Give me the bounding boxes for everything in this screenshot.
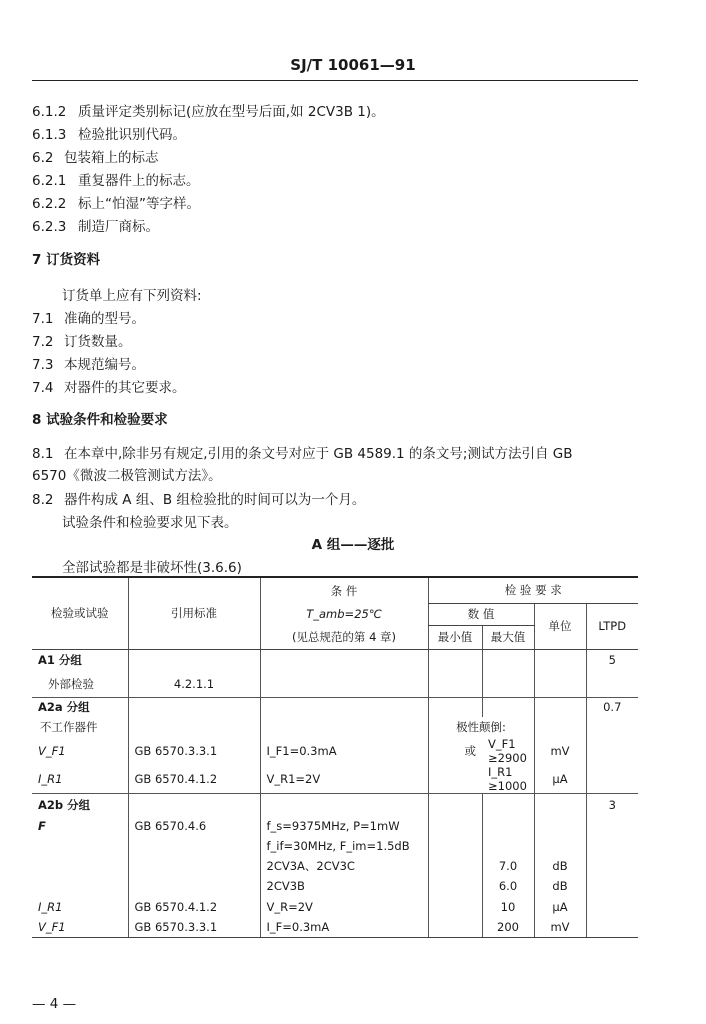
item-number: 8.2 bbox=[32, 492, 54, 508]
item-number: 6.2.3 bbox=[32, 219, 67, 235]
item-text: 包装箱上的标志 bbox=[64, 150, 159, 166]
a2a-subgroup: 不工作器件 bbox=[40, 720, 98, 734]
header-req: 检 验 要 求 bbox=[428, 577, 638, 603]
a1-test: 外部检验 bbox=[48, 676, 94, 691]
item-number: 6.2.1 bbox=[32, 173, 67, 189]
header-min: 最小值 bbox=[428, 625, 482, 649]
item-text: 订货数量。 bbox=[64, 334, 132, 350]
a2b-unit-f-ac: dB bbox=[534, 856, 586, 876]
a2b-ltpd: 3 bbox=[586, 794, 638, 816]
header-max: 最大值 bbox=[482, 625, 534, 649]
a2b-symbol-vf: V_F1 bbox=[32, 918, 128, 938]
header-cond-temp: T_amb=25℃ bbox=[260, 603, 428, 625]
a2a-ref-vf: GB 6570.3.3.1 bbox=[128, 737, 260, 765]
item-6-2-1 bbox=[32, 169, 200, 189]
a2b-cond-f-b: 2CV3B bbox=[260, 876, 428, 896]
a1-ref: 4.2.1.1 bbox=[128, 671, 260, 697]
item-number: 7.1 bbox=[32, 311, 54, 327]
item-number: 6.2 bbox=[32, 150, 54, 166]
a2b-cond-vf: I_F=0.3mA bbox=[260, 918, 428, 938]
a2b-ref-ir: GB 6570.4.1.2 bbox=[128, 896, 260, 918]
a2a-unit-vf: mV bbox=[534, 737, 586, 765]
paragraph-text: 在本章中,除非另有规定,引用的条文号对应于 GB 4589.1 的条文号;测试方法引自 GB bbox=[64, 446, 573, 462]
item-6-2-2 bbox=[32, 192, 200, 212]
a2b-symbol-ir: I_R1 bbox=[38, 899, 63, 914]
a1-ltpd: 5 bbox=[586, 649, 638, 671]
inspection-table bbox=[32, 576, 638, 938]
item-7-1 bbox=[32, 307, 145, 327]
a2b-symbol-f: F bbox=[38, 818, 46, 833]
a2a-symbol-vf: V_F1 bbox=[38, 744, 66, 758]
a2b-ref-vf: GB 6570.3.3.1 bbox=[128, 918, 260, 938]
a2a-limit-ir: I_R1 ≥1000 bbox=[488, 765, 527, 793]
item-6-1-3 bbox=[32, 123, 186, 143]
a2b-unit-f-b: dB bbox=[534, 876, 586, 896]
item-text: 质量评定类别标记(应放在型号后面,如 2CV3B 1)。 bbox=[78, 104, 385, 120]
document-header: SJ/T 10061—91 bbox=[290, 56, 416, 74]
a2b-cond-f1: f_s=9375MHz, P=1mW bbox=[260, 816, 428, 836]
a2a-ltpd: 0.7 bbox=[586, 697, 638, 717]
paragraph-8-2-cont: 试验条件和检验要求见下表。 bbox=[62, 515, 238, 531]
item-6-2-3 bbox=[32, 215, 159, 235]
a2a-symbol-ir: I_R1 bbox=[38, 772, 63, 786]
a2b-group-label: A2b 分组 bbox=[32, 794, 128, 816]
item-text: 检验批识别代码。 bbox=[78, 127, 186, 143]
header-cond-note: (见总规范的第 4 章) bbox=[260, 625, 428, 649]
item-number: 7.2 bbox=[32, 334, 54, 350]
item-number: 6.1.2 bbox=[32, 104, 67, 120]
group-note: 全部试验都是非破坏性(3.6.6) bbox=[62, 560, 242, 576]
item-7-3 bbox=[32, 353, 145, 373]
item-number: 8.1 bbox=[32, 446, 54, 462]
item-number: 7.4 bbox=[32, 380, 54, 396]
paragraph-8-1-cont: 6570《微波二极管测试方法》。 bbox=[32, 468, 222, 484]
a2b-max-vf: 200 bbox=[482, 918, 534, 938]
a2b-unit-ir: μA bbox=[534, 896, 586, 918]
a2b-unit-vf: mV bbox=[534, 918, 586, 938]
a2b-cond-f2: f_if=30MHz, F_im=1.5dB bbox=[260, 836, 428, 856]
header-rule bbox=[32, 80, 638, 81]
a2b-max-ir: 10 bbox=[482, 896, 534, 918]
section-7-intro: 订货单上应有下列资料: bbox=[62, 288, 202, 304]
section-7-title: 7 订货资料 bbox=[32, 252, 101, 268]
a2b-cond-ir: V_R=2V bbox=[260, 896, 428, 918]
item-text: 制造厂商标。 bbox=[78, 219, 159, 235]
a2a-cond-vf: I_F1=0.3mA bbox=[260, 737, 428, 765]
a2a-limit-vf: V_F1 ≥2900 bbox=[488, 737, 527, 765]
item-text: 标上“怕湿”等字样。 bbox=[78, 196, 200, 212]
page-number: — 4 — bbox=[32, 996, 77, 1012]
item-6-1-2 bbox=[32, 100, 385, 120]
paragraph-8-1 bbox=[32, 442, 572, 462]
header-value: 数 值 bbox=[428, 603, 534, 625]
header-ref: 引用标准 bbox=[128, 577, 260, 649]
item-7-2 bbox=[32, 330, 132, 350]
a2a-polarity-note: 极性颠倒: bbox=[428, 717, 534, 737]
a2a-cond-ir: V_R1=2V bbox=[260, 765, 428, 794]
a2a-group-label: A2a 分组 bbox=[32, 697, 128, 717]
a2a-unit-ir: μA bbox=[534, 765, 586, 794]
a2a-ref-ir: GB 6570.4.1.2 bbox=[128, 765, 260, 794]
item-text: 对器件的其它要求。 bbox=[64, 380, 186, 396]
paragraph-8-2 bbox=[32, 488, 365, 508]
item-text: 准确的型号。 bbox=[64, 311, 145, 327]
a2b-cond-f-ac: 2CV3A、2CV3C bbox=[260, 856, 428, 876]
header-ltpd: LTPD bbox=[586, 603, 638, 649]
item-number: 7.3 bbox=[32, 357, 54, 373]
group-title: A 组——逐批 bbox=[311, 537, 395, 553]
header-unit: 单位 bbox=[534, 603, 586, 649]
a2b-max-f-ac: 7.0 bbox=[482, 856, 534, 876]
section-8-title: 8 试验条件和检验要求 bbox=[32, 412, 168, 428]
a2b-ref-f: GB 6570.4.6 bbox=[128, 816, 260, 836]
item-text: 重复器件上的标志。 bbox=[78, 173, 200, 189]
item-7-4 bbox=[32, 376, 186, 396]
item-number: 6.1.3 bbox=[32, 127, 67, 143]
item-text: 本规范编号。 bbox=[64, 357, 145, 373]
a2a-or: 或 bbox=[428, 737, 482, 765]
header-test: 检验或试验 bbox=[32, 577, 128, 649]
header-cond-title: 条 件 bbox=[260, 577, 428, 603]
a1-group-label: A1 分组 bbox=[38, 653, 82, 668]
paragraph-text: 器件构成 A 组、B 组检验批的时间可以为一个月。 bbox=[64, 492, 366, 508]
a2b-max-f-b: 6.0 bbox=[482, 876, 534, 896]
item-number: 6.2.2 bbox=[32, 196, 67, 212]
item-6-2 bbox=[32, 146, 159, 166]
